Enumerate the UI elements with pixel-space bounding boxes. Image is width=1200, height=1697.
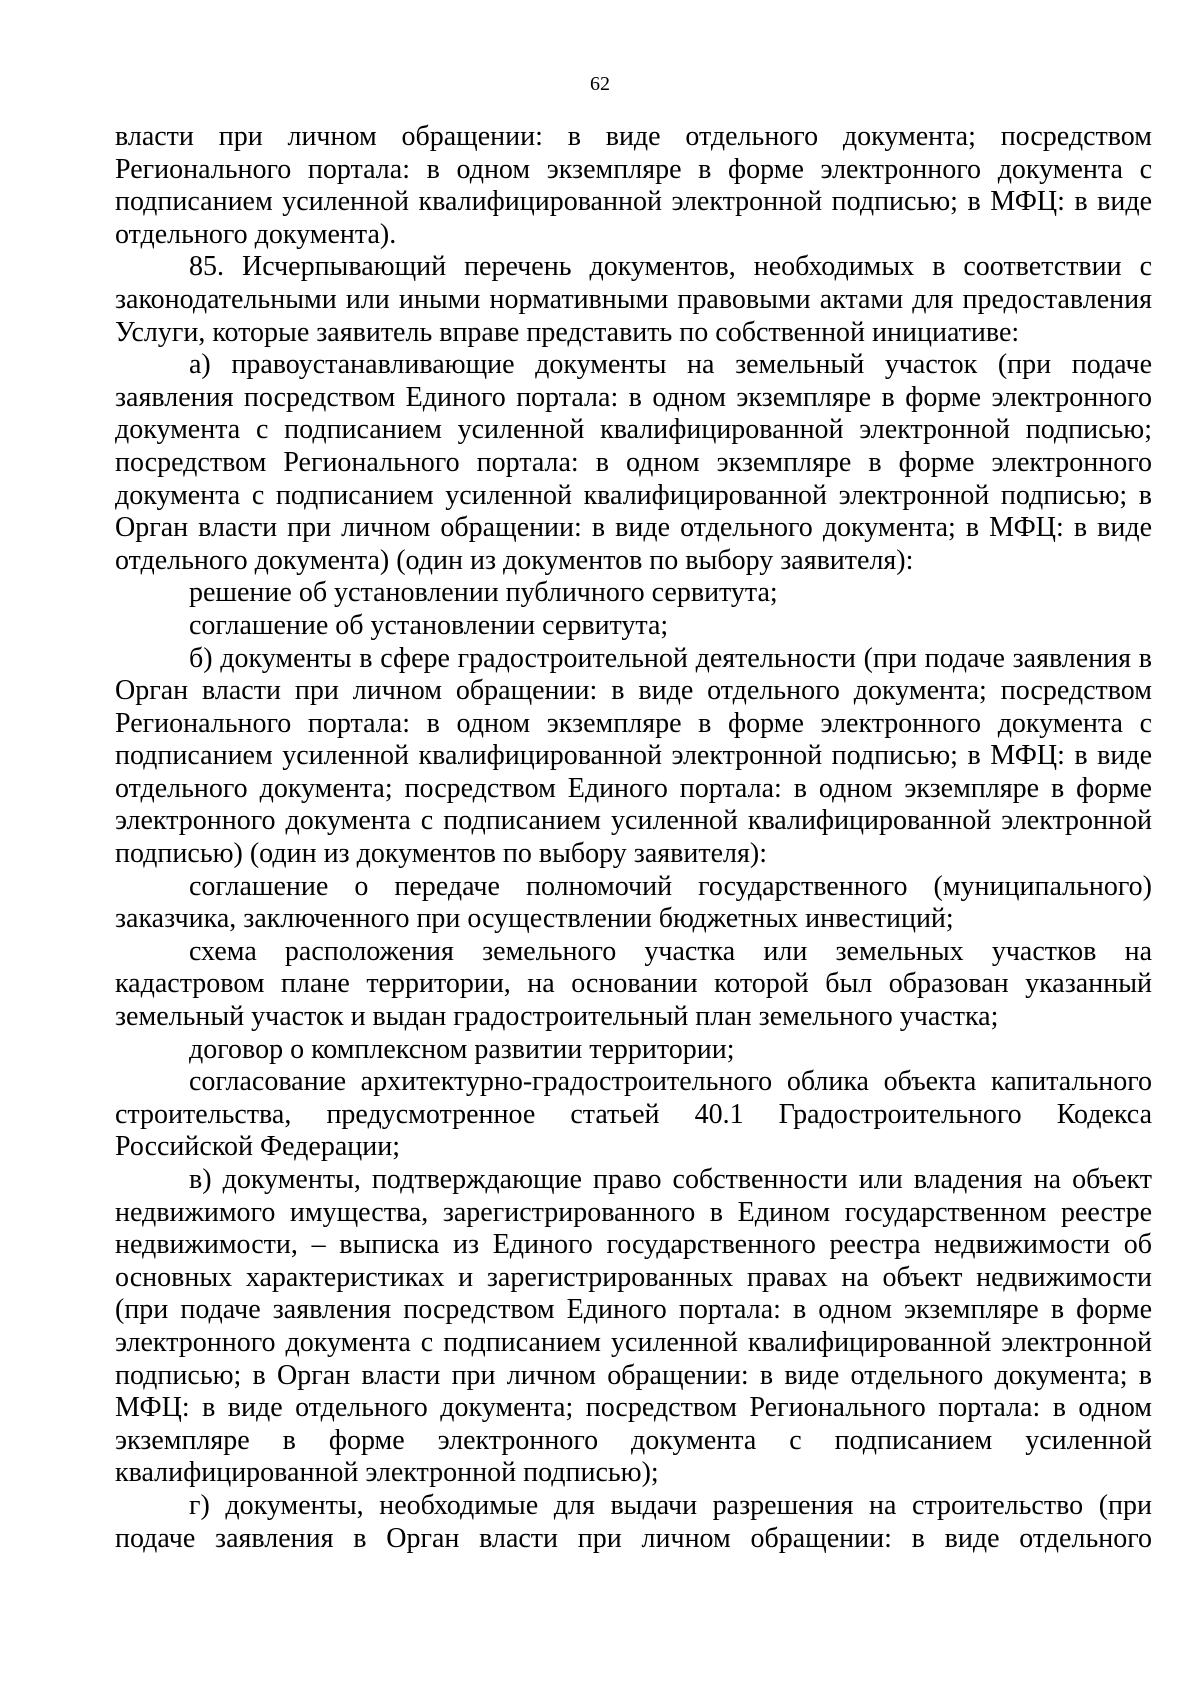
- paragraph: власти при личном обращении: в виде отдельного документа; посредством Регионального портала: в одном экземпляре в форме электронного документа с подписанием усиленной квалифицированной электронной подписью; в МФЦ: в виде отдельного документа).: [115, 121, 1152, 250]
- paragraph-85: 85. Исчерпывающий перечень документов, необходимых в соответствии с законодательными или иными нормативными правовыми актами для предоставления Услуги, которые заявитель вправе представить по собственной инициативе:: [115, 251, 1152, 348]
- paragraph-item-a: а) правоустанавливающие документы на земельный участок (при подаче заявления посредством Единого портала: в одном экземпляре в форме электронного документа с подписанием усиленной квалифицированной электронной подписью; посредством Регионального портала: в одном экземпляре в форме электронного документа с подписанием усиленной квалифицированной электронной подписью; в Орган власти при личном обращении: в виде отдельного документа; в МФЦ: в виде отдельного документа) (один из документов по выбору заявителя):: [115, 349, 1152, 576]
- paragraph-list-item: соглашение об установлении сервитута;: [189, 609, 669, 641]
- paragraph-list-item: договор о комплексном развитии территории;: [189, 1033, 735, 1065]
- paragraph-list-item: решение об установлении публичного сервитута;: [189, 577, 778, 609]
- paragraph-item-v: в) документы, подтверждающие право собственности или владения на объект недвижимого имущества, зарегистрированного в Едином государственном реестре недвижимости, – выписка из Единого государственного реестра недвижимости об основных характеристиках и зарегистрированных правах на объект недвижимости (при подаче заявления посредством Единого портала: в одном экземпляре в форме электронного документа с подписанием усиленной квалифицированной электронной подписью; в Орган власти при личном обращении: в виде отдельного документа; в МФЦ: в виде отдельного документа; посредством Регионального портала: в одном экземпляре в форме электронного документа с подписанием усиленной квалифицированной электронной подписью);: [115, 1164, 1152, 1489]
- paragraph-list-item: соглашение о передаче полномочий государственного (муниципального) заказчика, заключенного при осуществлении бюджетных инвестиций;: [115, 870, 1152, 935]
- document-body: [115, 121, 1152, 1555]
- paragraph-list-item: схема расположения земельного участка или земельных участков на кадастровом плане территории, на основании которой был образован указанный земельный участок и выдан градостроительный план земельного участка;: [115, 935, 1152, 1033]
- paragraph-list-item: согласование архитектурно-градостроительного облика объекта капитального строительства, предусмотренное статьей 40.1 Градостроительного Кодекса Российской Федерации;: [115, 1066, 1152, 1163]
- page-number: 62: [590, 73, 610, 95]
- paragraph-item-b: б) документы в сфере градостроительной деятельности (при подаче заявления в Орган власти при личном обращении: в виде отдельного документа; посредством Регионального портала: в одном экземпляре в форме электронного документа с подписанием усиленной квалифицированной электронной подписью; в МФЦ: в виде отдельного документа; посредством Единого портала: в одном экземпляре в форме электронного документа с подписанием усиленной квалифицированной электронной подписью) (один из документов по выбору заявителя):: [115, 642, 1152, 870]
- paragraph-item-g: г) документы, необходимые для выдачи разрешения на строительство (при подаче заявления в Орган власти при личном обращении: в виде отдельного: [115, 1489, 1152, 1554]
